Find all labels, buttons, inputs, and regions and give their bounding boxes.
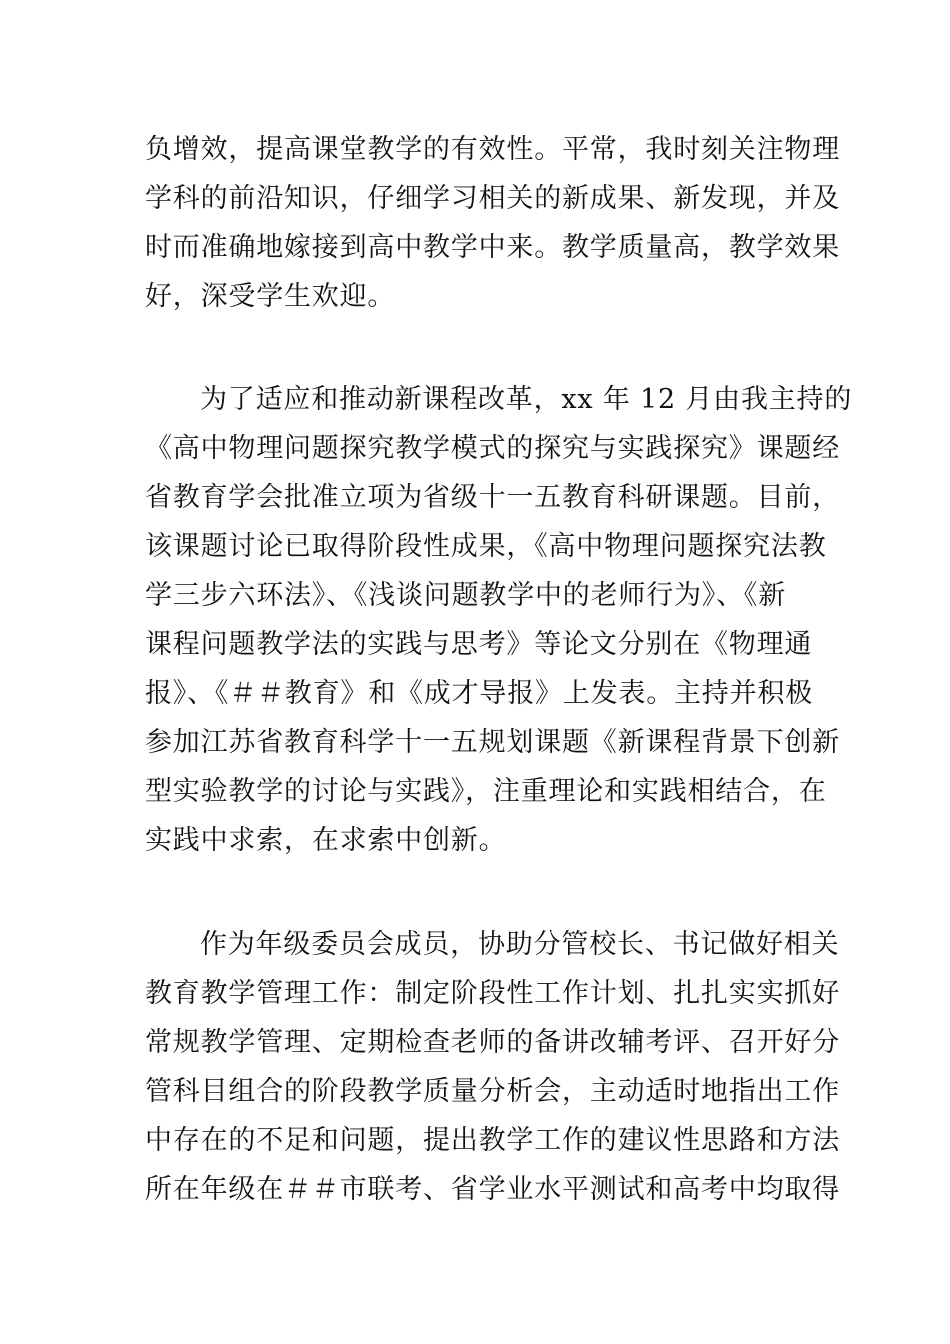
paragraph-3-line-3: 常规教学管理、定期检查老师的备讲改辅考评、召开好分: [145, 1027, 840, 1058]
paragraph-3-line-6: 所在年级在＃＃市联考、省学业水平测试和高考中均取得: [145, 1174, 840, 1205]
paragraph-2-line-1: 为了适应和推动新课程改革，xx 年 12 月由我主持的: [200, 384, 853, 415]
paragraph-3-line-1: 作为年级委员会成员，协助分管校长、书记做好相关: [200, 929, 840, 960]
paragraph-1-line-2: 学科的前沿知识，仔细学习相关的新成果、新发现，并及: [145, 183, 840, 214]
paragraph-1-line-1: 负增效，提高课堂教学的有效性。平常，我时刻关注物理: [145, 134, 840, 165]
paragraph-2-line-3: 省教育学会批准立项为省级十一五教育科研课题。目前，: [145, 482, 840, 513]
paragraph-2-line-8: 参加江苏省教育科学十一五规划课题《新课程背景下创新: [145, 727, 840, 758]
paragraph-2-line-6: 课程问题教学法的实践与思考》等论文分别在《物理通: [145, 629, 813, 660]
paragraph-2-line-2: 《高中物理问题探究教学模式的探究与实践探究》课题经: [145, 433, 840, 464]
paragraph-1-line-4: 好，深受学生欢迎。: [145, 281, 396, 312]
paragraph-2-line-5: 学三步六环法》、《浅谈问题教学中的老师行为》、《新: [145, 580, 786, 611]
paragraph-1-line-3: 时而准确地嫁接到高中教学中来。教学质量高，教学效果: [145, 232, 840, 263]
paragraph-2-line-10: 实践中求索，在求索中创新。: [145, 825, 507, 856]
paragraph-2-line-9: 型实验教学的讨论与实践》，注重理论和实践相结合，在: [145, 776, 827, 807]
paragraph-3-line-2: 教育教学管理工作：制定阶段性工作计划、扎扎实实抓好: [145, 978, 840, 1009]
paragraph-3-line-5: 中存在的不足和问题，提出教学工作的建议性思路和方法: [145, 1125, 840, 1156]
paragraph-3-line-4: 管科目组合的阶段教学质量分析会，主动适时地指出工作: [145, 1076, 840, 1107]
paragraph-2-line-4: 该课题讨论已取得阶段性成果，《高中物理问题探究法教: [145, 531, 827, 562]
paragraph-2-line-7: 报》、《＃＃教育》和《成才导报》上发表。主持并积极: [145, 678, 813, 709]
